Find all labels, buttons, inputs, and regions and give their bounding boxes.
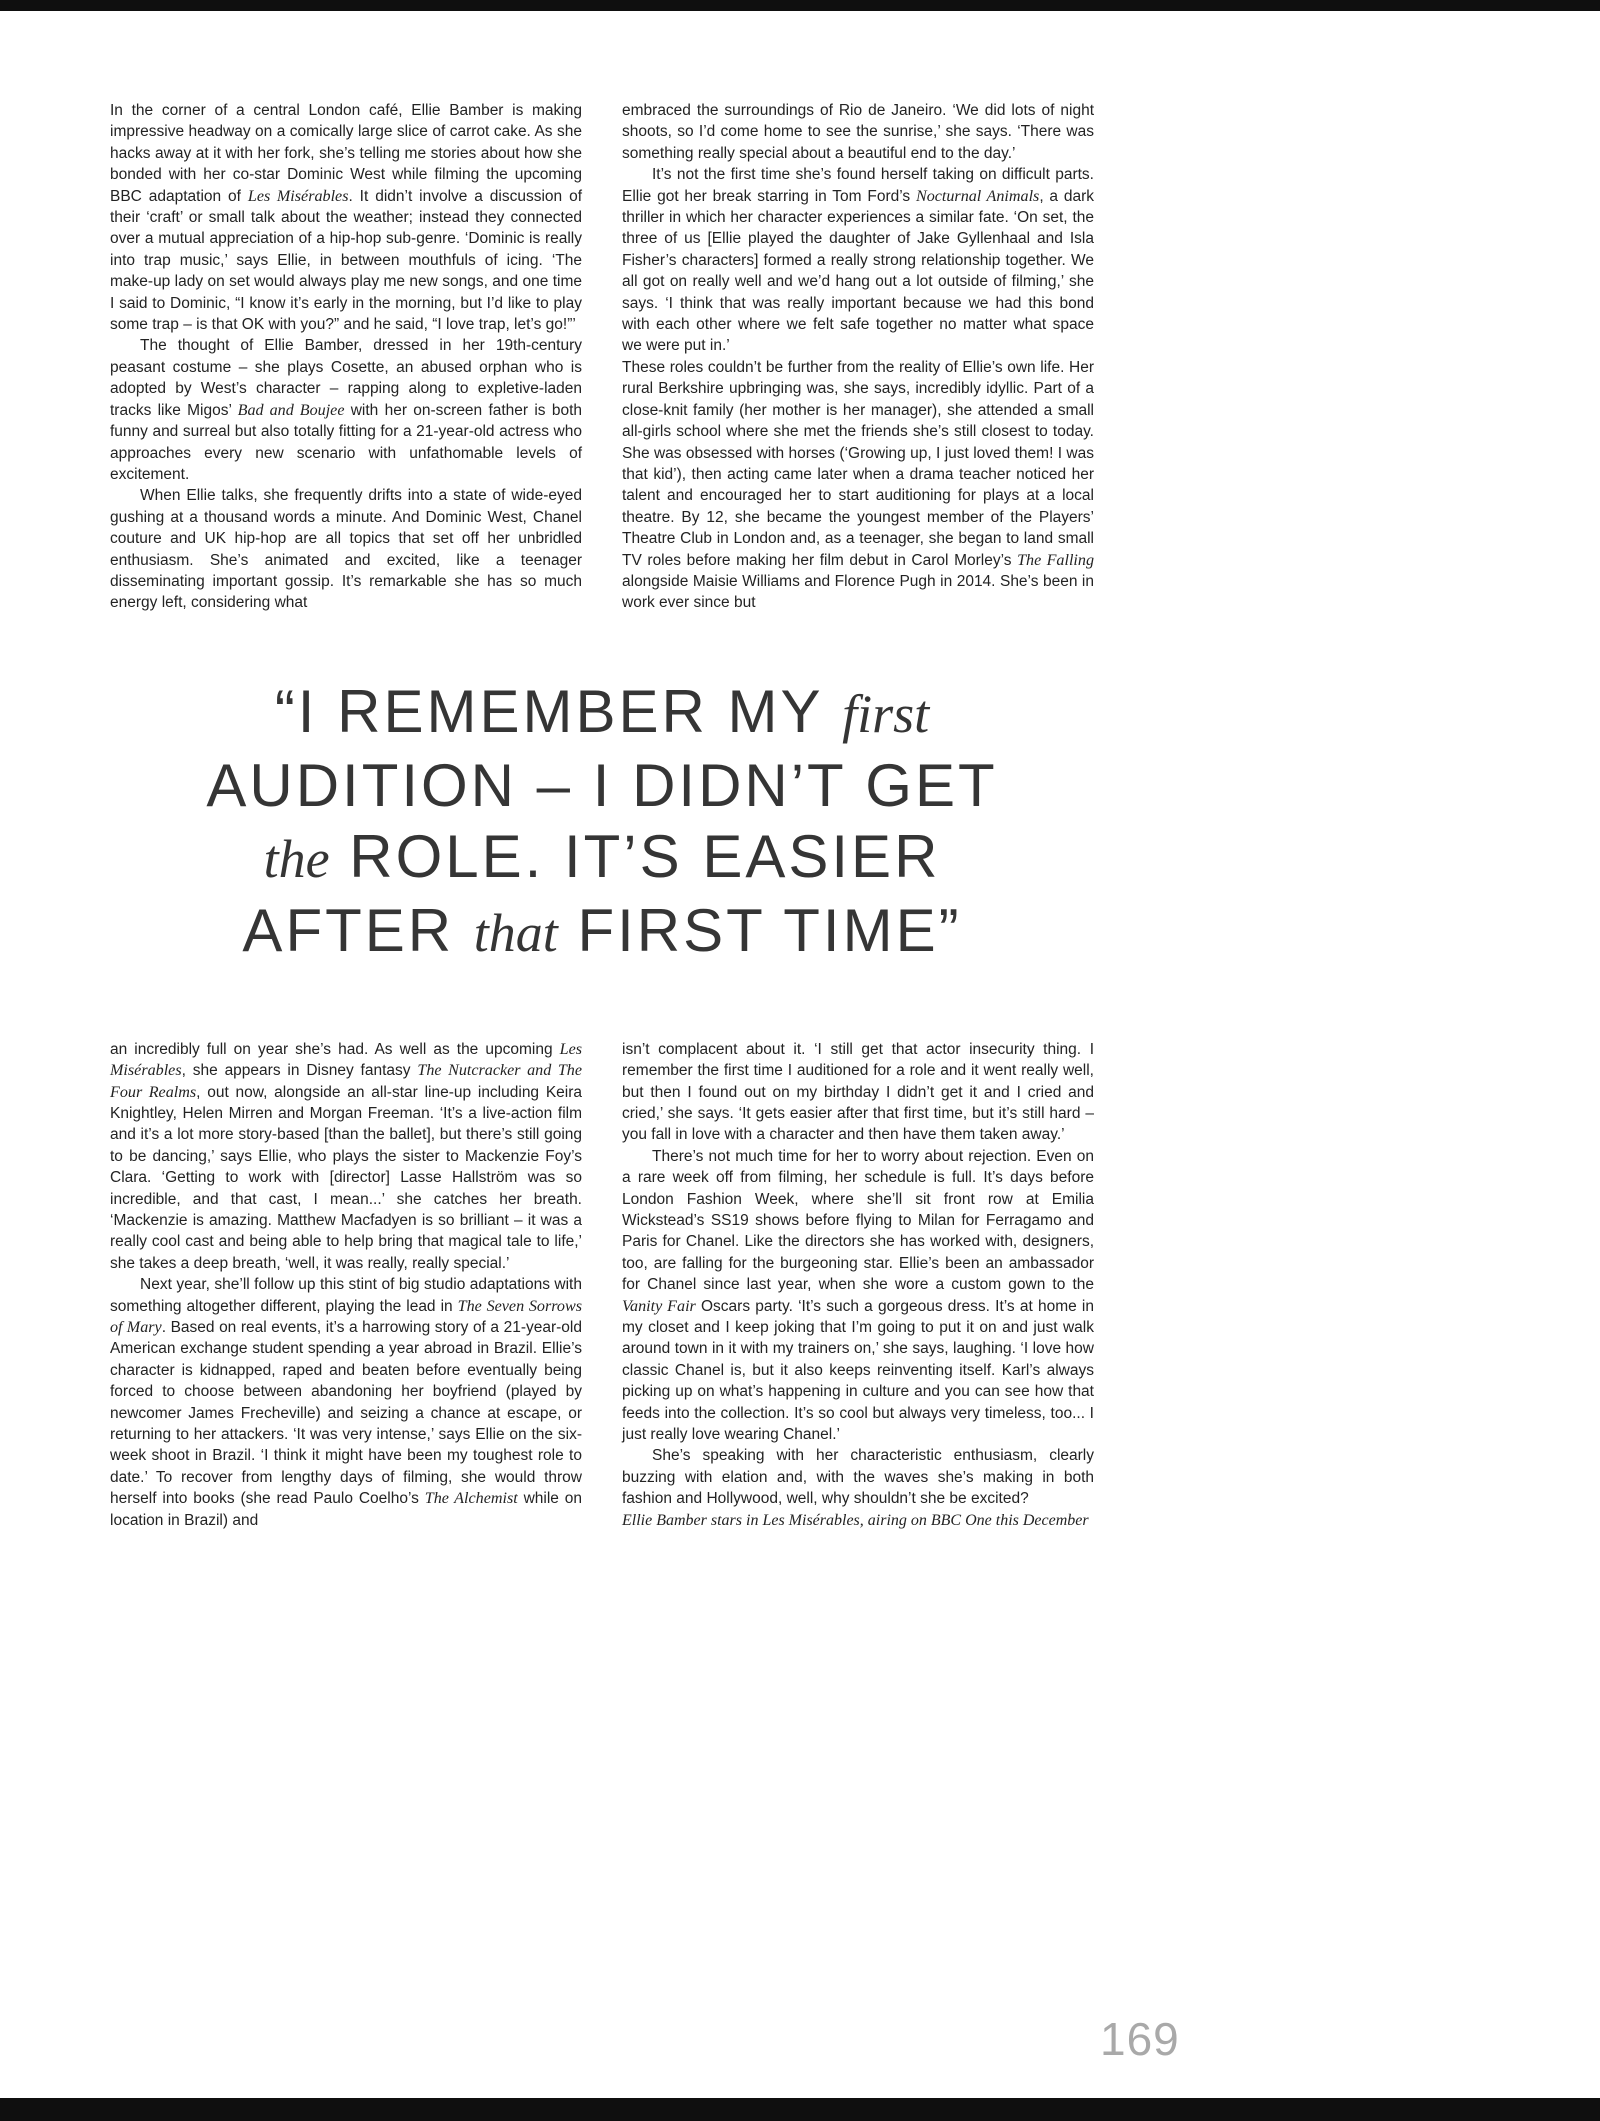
title-italic: The Seven Sorrows of Mary xyxy=(110,1297,582,1337)
quote-script-word: that xyxy=(473,902,558,963)
text-segment: , she appears in Disney fantasy xyxy=(181,1062,418,1080)
text-segment: There’s not much time for her to worry about rejection. Even on a rare week off from filming, her schedule is full. It’s days before London Fashion Week, where she’ll sit front row at Emilia Wickstead’s SS19 shows before flying to Milan for Ferragamo and Paris for Chanel. Like the directors she has worked with, designers, too, are falling for the burgeoning star. Ellie’s been an ambassador for Chanel since last year, when she wore a custom gown to the xyxy=(622,1147,1094,1294)
page-number: 169 xyxy=(1100,2013,1180,2065)
body-paragraph xyxy=(622,1445,1094,1509)
text-segment: AFTER xyxy=(242,896,474,964)
text-segment: an incredibly full on year she’s had. As well as the upcoming xyxy=(110,1040,560,1058)
article-content xyxy=(110,100,1094,1531)
column-bottom-left xyxy=(110,1039,582,1531)
text-segment: with her on-screen father is both funny and surreal but also totally fitting for a 21-year-old actress who approaches every new scenario with unfathomable levels of excitement. xyxy=(110,401,582,483)
text-segment: alongside Maisie Williams and Florence Pugh in 2014. She’s been in work ever since but xyxy=(622,572,1094,612)
text-segment: She’s speaking with her characteristic enthusiasm, clearly buzzing with elation and, with the waves she’s making in both fashion and Hollywood, well, why shouldn’t she be excited? xyxy=(622,1447,1094,1508)
text-segment: AUDITION – I DIDN’T GET xyxy=(206,751,998,819)
bottom-text-section xyxy=(110,1039,1094,1531)
body-paragraph xyxy=(622,1146,1094,1446)
body-paragraph xyxy=(110,335,582,485)
body-paragraph xyxy=(622,357,1094,614)
bottom-edge-bar xyxy=(0,2098,1600,2121)
text-segment: while on location in Brazil) and xyxy=(110,1490,582,1529)
text-segment: Next year, she’ll follow up this stint of big studio adaptations with something altogether different, playing the lead in xyxy=(110,1276,582,1315)
text-segment: Ellie Bamber stars in Les Misérables, airing on BBC One this December xyxy=(622,1511,1089,1529)
text-segment: These roles couldn’t be further from the reality of Ellie’s own life. Her rural Berkshire upbringing was, she says, incredibly idyllic. Part of a close-knit family (her mother is her manager), she attended a small all-girls school where she met the friends she’s still closest to today. She was obsessed with horses (‘Growing up, I just loved them! I was that kid’), then acting came later when a drama teacher noticed her talent and encouraged her to start auditioning for plays at a local theatre. By 12, she became the youngest member of the Players’ Theatre Club in London and, as a teenager, she began to land small TV roles before making her film debut in Carol Morley’s xyxy=(622,358,1094,569)
column-bottom-right xyxy=(622,1039,1094,1531)
quote-script-word: first xyxy=(842,683,930,744)
credit-line xyxy=(622,1510,1094,1531)
body-paragraph xyxy=(622,1039,1094,1146)
pull-quote-line xyxy=(110,676,1094,750)
body-paragraph xyxy=(110,1274,582,1531)
title-italic: The Falling xyxy=(1017,551,1095,569)
title-italic: Nocturnal Animals xyxy=(915,187,1040,205)
top-edge-bar xyxy=(0,0,1600,11)
text-segment: ROLE. IT’S EASIER xyxy=(329,822,941,890)
body-paragraph xyxy=(110,1039,582,1274)
title-italic: Bad and Boujee xyxy=(237,401,345,419)
text-segment: In the corner of a central London café, Ellie Bamber is making impressive headway on a comically large slice of carrot cake. As she hacks away at it with her fork, she’s telling me stories about how she bonded with her co-star Dominic West while filming the upcoming BBC adaptation of xyxy=(110,102,582,205)
pull-quote-line xyxy=(110,821,1094,895)
column-top-left xyxy=(110,100,582,614)
text-segment: . Based on real events, it’s a harrowing story of a 21-year-old American exchange student spending a year abroad in Brazil. Ellie’s character is kidnapped, raped and beaten before eventually being forced to choose between abandoning her boyfriend (played by newcomer James Frecheville) and seizing a chance at escape, or returning to her attackers. ‘It was very intense,’ says Ellie on the six-week shoot in Brazil. ‘I think it might have been my toughest role to date.’ To recover from lengthy days of filming, she would throw herself into books (she read Paulo Coelho’s xyxy=(110,1319,582,1508)
body-paragraph xyxy=(622,100,1094,164)
body-paragraph xyxy=(110,100,582,335)
pull-quote-line xyxy=(110,895,1094,969)
title-italic: The Alchemist xyxy=(424,1490,518,1508)
text-segment: When Ellie talks, she frequently drifts into a state of wide-eyed gushing at a thousand words a minute. And Dominic West, Chanel couture and UK hip-hop are all topics that set off her unbridled enthusiasm. She’s animated and excited, like a teenager disseminating important gossip. It’s remarkable she has so much energy left, considering what xyxy=(110,487,582,612)
text-segment: embraced the surroundings of Rio de Janeiro. ‘We did lots of night shoots, so I’d come home to see the sunrise,’ she says. ‘There was something really special about a beautiful end to the day.’ xyxy=(622,102,1094,162)
title-italic: Les Misérables xyxy=(110,1040,582,1080)
top-text-section xyxy=(110,100,1094,614)
body-paragraph xyxy=(110,485,582,613)
column-top-right xyxy=(622,100,1094,614)
title-italic: Vanity Fair xyxy=(622,1297,696,1315)
quote-script-word: the xyxy=(263,828,330,889)
text-segment: , out now, alongside an all-star line-up including Keira Knightley, Helen Mirren and Morgan Freeman. ‘It’s a live-action film and it’s a lot more story-based [than the ballet], but there’s still going to be dancing,’ says Ellie, who plays the sister to Mackenzie Foy’s Clara. ‘Getting to work with [director] Lasse Hallström was so incredible, and that cast, I mean...’ she catches her breath. ‘Mackenzie is amazing. Matthew Macfadyen is so brilliant – it was a really cool cast and being able to help bring that magical tale to life,’ she takes a deep breath, ‘well, it was really, really special.’ xyxy=(110,1083,583,1272)
text-segment: , a dark thriller in which her character experiences a similar fate. ‘On set, the three of us [Ellie played the daughter of Jake Gyllenhaal and Isla Fisher’s characters] formed a really strong relationship together. We all got on really well and we’d hang out a lot outside of filming,’ she says. ‘I think that was really important because we had this bond with each other where we felt safe together no matter what space we were put in.’ xyxy=(622,187,1095,355)
text-segment: Oscars party. ‘It’s such a gorgeous dress. It’s at home in my closet and I keep joking that I’m going to put it on and just walk around town in it with my trainers on,’ she says, laughing. ‘I love how classic Chanel is, but it also keeps reinventing itself. Karl’s always picking up on what’s happening in culture and you can see how that feeds into the collection. It’s so cool but always very timeless, too... I just really love wearing Chanel.’ xyxy=(622,1297,1094,1444)
title-italic: Les Misérables xyxy=(247,187,349,205)
pull-quote xyxy=(110,676,1094,969)
text-segment: isn’t complacent about it. ‘I still get that actor insecurity thing. I remember the first time I auditioned for a role and it went really well, but then I found out on my birthday I didn’t get it and I cried and cried,’ she says. ‘It gets easier after that first time, but it’s still hard – you fall in love with a character and then have them taken away.’ xyxy=(622,1040,1094,1144)
text-segment: . It didn’t involve a discussion of their ‘craft’ or small talk about the weather; instead they connected over a mutual appreciation of a hip-hop sub-genre. ‘Dominic is really into trap music,’ says Ellie, in between mouthfuls of icing. ‘The make-up lady on set would always play me new songs, and one time I said to Dominic, “I know it’s early in the morning, but I’d like to play some trap – is that OK with you?” and he said, “I love trap, let’s go!”’ xyxy=(110,187,582,334)
text-segment: “I REMEMBER MY xyxy=(274,677,843,745)
text-segment: FIRST TIME” xyxy=(557,896,962,964)
body-paragraph xyxy=(622,164,1094,357)
title-italic: The Nutcracker and The Four Realms xyxy=(110,1062,582,1101)
pull-quote-line xyxy=(110,750,1094,821)
text-segment: The thought of Ellie Bamber, dressed in her 19th-century peasant costume – she plays Cosette, an abused orphan who is adopted by West’s character – rapping along to expletive-laden tracks like Migos’ xyxy=(110,337,582,419)
text-segment: It’s not the first time she’s found herself taking on difficult parts. Ellie got her break starring in Tom Ford’s xyxy=(622,166,1094,205)
